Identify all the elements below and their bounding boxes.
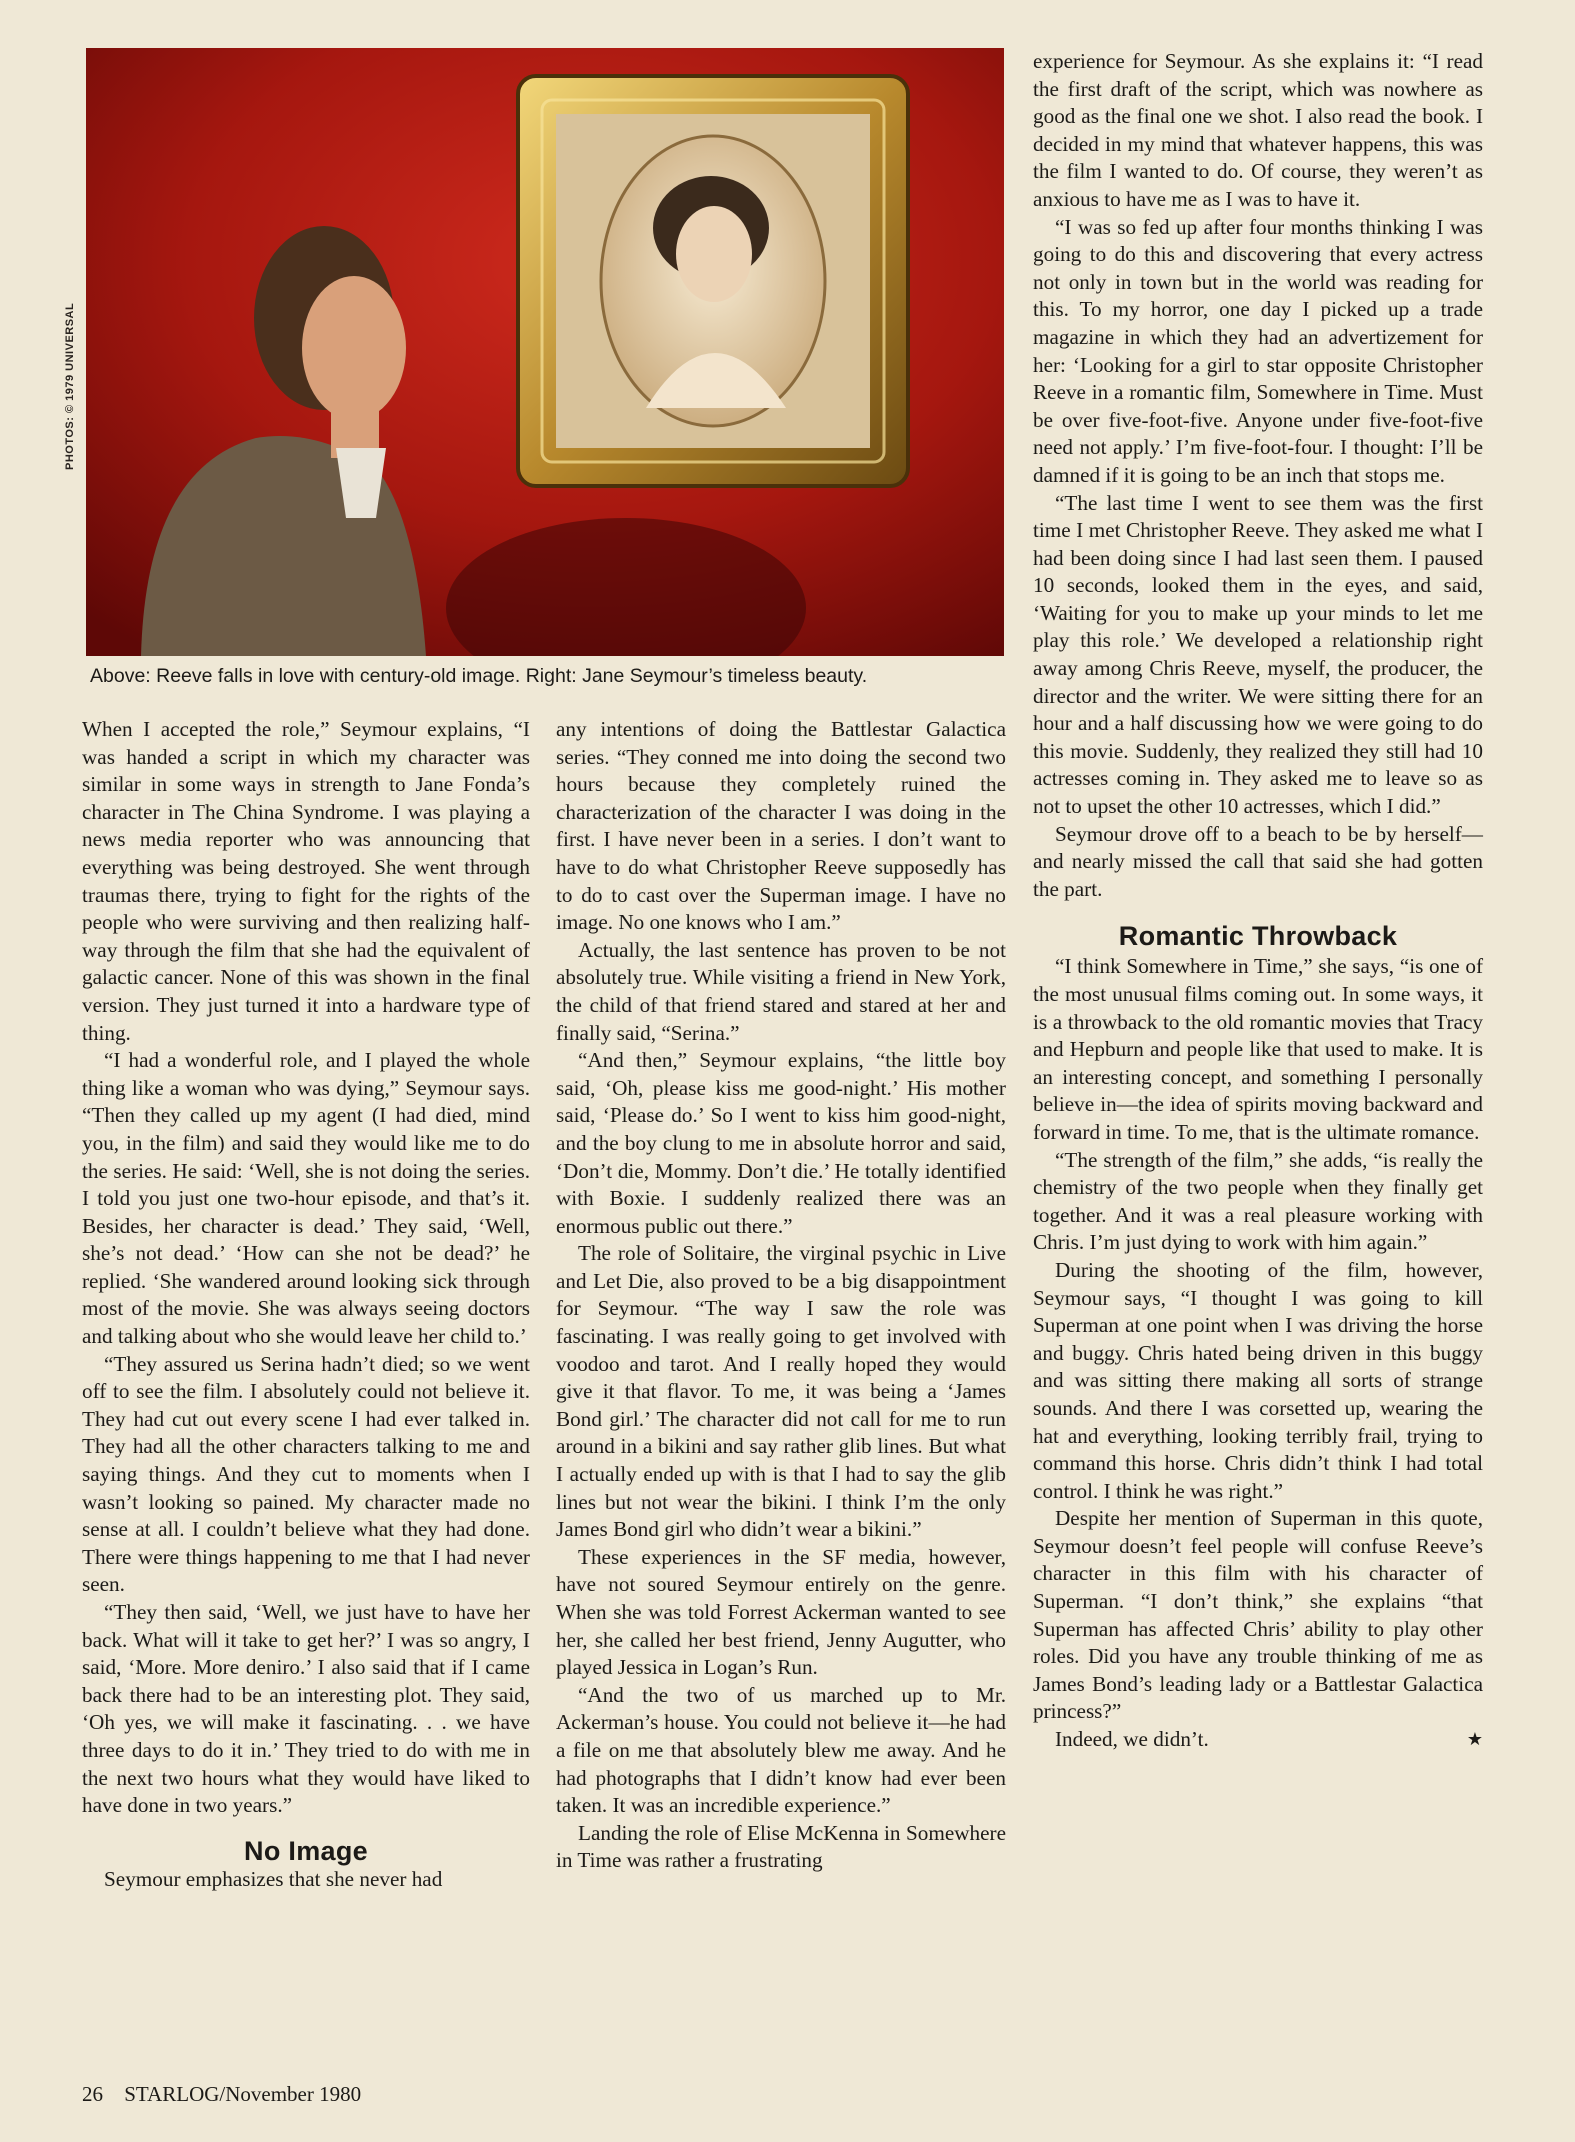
film-still-illustration <box>86 48 1004 656</box>
paragraph: During the shooting of the film, however, Seymour says, “I thought I was going to kill Superman at one point when I was driving the horse and buggy. Chris hated being driven in this buggy and was sitting there making all sorts of strange sounds. And there I was corsetted up, wearing the hat and everything, looking terribly frail, trying to command this horse. Chris didn’t think I had total control. I think he was right.” <box>1033 1257 1483 1503</box>
paragraph: “The strength of the film,” she adds, “is really the chemistry of the two people when they finally get together. And it was a real pleasure working with Chris. I’m just dying to work with him again.” <box>1033 1147 1483 1255</box>
article-column-3 <box>1033 48 1483 1754</box>
paragraph: When I accepted the role,” Seymour explains, “I was handed a script in which my character was similar in some ways in strength to Jane Fonda’s character in The China Syndrome. I was playing a news media reporter who was announcing that everything was being destroyed. She went through traumas there, trying to fight for the rights of the people who were surviving and then realizing half-way through the film that she had the equivalent of galactic cancer. None of this was shown in the final version. They just turned it into a hardware type of thing. <box>82 717 530 1045</box>
closing-text: Indeed, we didn’t. <box>1055 1727 1209 1752</box>
photo-caption: Above: Reeve falls in love with century-old image. Right: Jane Seymour’s timeless beauty. <box>90 665 868 687</box>
paragraph: “The last time I went to see them was the first time I met Christopher Reeve. They asked me what I had been doing since I had last seen them. I paused 10 seconds, looked them in the eyes, and said, ‘Waiting for you to make up your minds to let me play this role.’ We developed a relationship right away among Chris Reeve, myself, the producer, the director and the writer. We were sitting there for an hour and a half discussing how we were going to do this movie. Suddenly, they realized they still had 10 actresses coming in. They asked me to leave so as not to upset the other 10 actresses, which I did.” <box>1033 490 1483 819</box>
paragraph: The role of Solitaire, the virginal psychic in Live and Let Die, also proved to be a big disappointment for Seymour. “The way I saw the role was fascinating. I was really going to get involved with voodoo and tarot. And I really hoped they would give it that flavor. To me, it was being a ‘James Bond girl.’ The character did not call for me to run around in a bikini and say rather glib lines. But what I actually ended up with is that I had to say the glib lines but not wear the bikini. I think I’m the only James Bond girl who didn’t wear a bikini.” <box>556 1241 1006 1542</box>
article-column-1 <box>82 716 530 1893</box>
paragraph: “And the two of us marched up to Mr. Ackerman’s house. You could not believe it—he had a file on me that absolutely blew me away. And he had photographs that I didn’t know had ever been taken. It was an incredible experience.” <box>556 1682 1006 1818</box>
paragraph: These experiences in the SF media, however, have not soured Seymour entirely on the genre. When she was told Forrest Ackerman wanted to see her, she called her best friend, Jenny Augutter, who played Jessica in Logan’s Run. <box>556 1544 1006 1680</box>
paragraph: “And then,” Seymour explains, “the little boy said, ‘Oh, please kiss me good-night.’ His mother said, ‘Please do.’ So I went to kiss him good-night, and the boy clung to me in absolute horror and said, ‘Don’t die, Mommy. Don’t die.’ He totally identified with Boxie. I suddenly realized there was an enormous public out there.” <box>556 1048 1006 1238</box>
paragraph: “They then said, ‘Well, we just have to have her back. What will it take to get her?’ I was so angry, I said, ‘More. More deniro.’ I also said that if I came back there had to be an interesting plot. They said, ‘Oh yes, we will make it fascinating. . . we have three days to do it in.’ They tried to do with me in the next two hours what they would have liked to have done in two years.” <box>82 1600 530 1818</box>
end-mark-star-icon: ★ <box>1466 1729 1483 1751</box>
paragraph: Seymour drove off to a beach to be by herself—and nearly missed the call that said she had gotten the part. <box>1033 821 1483 901</box>
paragraph: “I had a wonderful role, and I played the whole thing like a woman who was dying,” Seymour says. “Then they called up my agent (I had died, mind you, in the film) and said they would like me to do the series. He said: ‘Well, she is not doing the series. I told you just one two-hour episode, and that’s it. Besides, her character is dead.’ They said, ‘Well, she’s not dead.’ ‘How can she not be dead?’ he replied. ‘She wandered around looking sick through most of the movie. She was always seeing doctors and talking about who she would leave her child to.’ <box>82 1048 530 1349</box>
paragraph: experience for Seymour. As she explains it: “I read the first draft of the script, which was nowhere as good as the final one we shot. I also read the book. I decided in my mind that whatever happens, this was the film I wanted to do. Of course, they weren’t as anxious to have me as I was to have it. <box>1033 49 1483 211</box>
page-number: 26 <box>82 2082 103 2106</box>
paragraph: any intentions of doing the Battlestar Galactica series. “They conned me into doing the second two hours because they completely ruined the characterization of the character I was doing in the first. I have never been in a series. I don’t want to have to do what Christopher Reeve supposedly has to do to cast over the Superman image. I have no image. No one knows who I am.” <box>556 717 1006 935</box>
paragraph: “They assured us Serina hadn’t died; so we went off to see the film. I absolutely could not believe it. They had cut out every scene I had ever talked in. They had all the other characters talking to me and saying things. And they cut to moments when I wasn’t looking so pained. My character made no sense at all. I couldn’t believe what they had done. There were things happening to me that I had never seen. <box>82 1351 530 1597</box>
closing-paragraph <box>1033 1726 1483 1754</box>
page-footer <box>82 2082 361 2107</box>
paragraph: Despite her mention of Superman in this quote, Seymour doesn’t feel people will confuse Reeve’s character in this film with his character of Superman. “I don’t think,” she explains “that Superman has affected Chris’ ability to play other roles. Did you have any trouble thinking of me as James Bond’s leading lady or a Battlestar Galactica princess?” <box>1033 1506 1483 1724</box>
article-column-2 <box>556 716 1006 1875</box>
subhead-no-image: No Image <box>244 1835 368 1866</box>
film-still-photo <box>86 48 1004 656</box>
paragraph: Seymour emphasizes that she never had <box>104 1866 443 1891</box>
publication-line: STARLOG/November 1980 <box>124 2082 362 2106</box>
paragraph: “I think Somewhere in Time,” she says, “is one of the most unusual films coming out. In some ways, it is a throwback to the old romantic movies that Tracy and Hepburn and people like that used to make. It is an interesting concept, and something I personally believe in—the idea of spirits moving backward and forward in time. To me, that is the ultimate romance. <box>1033 954 1483 1144</box>
photo-credit: PHOTOS: © 1979 UNIVERSAL <box>64 302 76 470</box>
paragraph: Actually, the last sentence has proven to be not absolutely true. While visiting a friend in New York, the child of that friend stared and stared at her and finally said, “Serina.” <box>556 937 1006 1045</box>
paragraph: “I was so fed up after four months thinking I was going to do this and discovering that every actress not only in town but in the world was reading for this. To my horror, one day I picked up a trade magazine in which they had an advertizement for her: ‘Looking for a girl to star opposite Christopher Reeve in a romantic film, Somewhere in Time. Must be over five-foot-five. Anyone under five-foot-five need not apply.’ I’m five-foot-four. I thought: I’ll be damned if it is going to be an inch that stops me. <box>1033 214 1483 487</box>
subhead-romantic-throwback: Romantic Throwback <box>1118 921 1398 952</box>
paragraph: Landing the role of Elise McKenna in Somewhere in Time was rather a frustrating <box>556 1820 1006 1873</box>
